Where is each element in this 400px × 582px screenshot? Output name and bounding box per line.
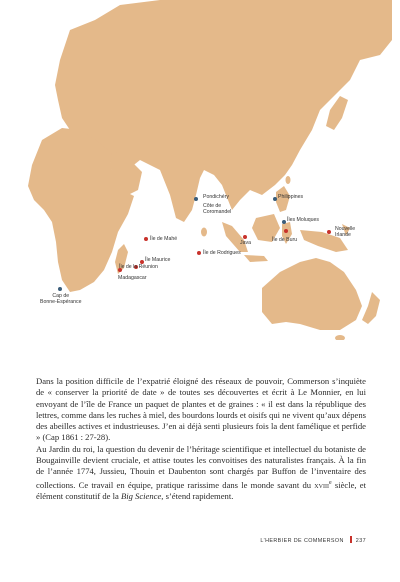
label-ile-buru: Île de Buru bbox=[272, 237, 298, 243]
marker-java bbox=[243, 235, 247, 239]
marker-ile-buru bbox=[284, 229, 288, 233]
label-ile-maurice: Île Maurice bbox=[145, 257, 171, 263]
label-madagascar: Madagascar bbox=[118, 275, 147, 281]
marker-nouvelle-irlande bbox=[327, 230, 331, 234]
label-iles-moluques: Îles Moluques bbox=[287, 217, 320, 223]
label-java: Java bbox=[240, 240, 251, 246]
running-title: L’HERBIER DE COMMERSON bbox=[260, 538, 344, 544]
marker-ile-rodrigues bbox=[197, 251, 201, 255]
label-ile-mahe: Île de Mahé bbox=[150, 236, 178, 242]
label-pondichery: Pondichéry bbox=[203, 194, 229, 200]
footer-separator bbox=[350, 536, 352, 543]
label-ile-reunion: Île de la Réunion bbox=[119, 264, 158, 270]
page-footer bbox=[0, 536, 366, 544]
marker-ile-mahe bbox=[144, 237, 148, 241]
body-text bbox=[36, 376, 366, 502]
marker-philippines bbox=[273, 197, 277, 201]
marker-iles-moluques bbox=[282, 220, 286, 224]
label-cap-bonne-esperance: Cap de Bonne-Espérance bbox=[40, 293, 82, 305]
label-nouvelle-irlande: Nouvelle Irlande bbox=[335, 226, 356, 238]
paragraph-2: Au Jardin du roi, la question du devenir de l’héritage scientifique et intellectuel du botaniste de Bougainville devient cruciale, et attise toutes les convoitises des naturalistes français. À la fin de l’année 1774, Jussieu, Thouin et Daubenton sont chargés par Buffon de l’inventaire des collections. Ce travail en équipe, pratique rarissime dans le monde savant du xviii$^e$ siècle, et élément constitutif de la Big Science, s’étend rapidement. bbox=[36, 443, 366, 501]
paragraph-1: Dans la position difficile de l’expatrié éloigné des réseaux de pouvoir, Commerson s’inquiète de « conserver la priorité de date » de toutes ses découvertes et écrit à Le Monnier, en lui envoyant de l’île de France un paquet de plantes et de graines : « il est dans la république des lettres, comme dans les ruches à miel, des bourdons lourds et oisifs qui ne vivent qu’aux dépens des abeilles actives et industrieuses. J’en ai déjà senti plusieurs fois la dent famélique et perfide » (Cap 1861 : 27-28). bbox=[36, 376, 366, 443]
page-number: 237 bbox=[355, 538, 366, 544]
australia-landmass bbox=[262, 258, 362, 330]
label-ile-rodrigues: Île de Rodrigues bbox=[203, 250, 241, 256]
label-cote-coromandel: Côte de Coromandel bbox=[203, 203, 232, 215]
label-philippines: Philippines bbox=[278, 194, 304, 200]
marker-pondichery bbox=[194, 197, 198, 201]
marker-cap-bonne-esperance bbox=[58, 287, 62, 291]
